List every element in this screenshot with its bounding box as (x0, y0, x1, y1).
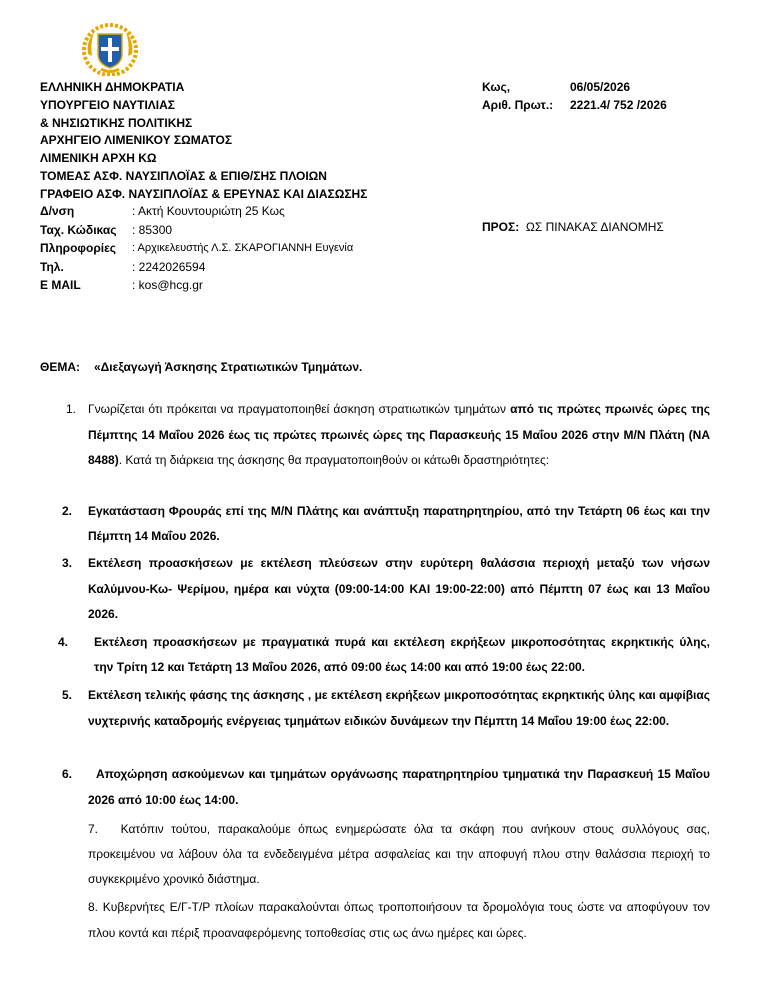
place: Κως, (482, 80, 511, 94)
item-number: 3. (62, 556, 73, 570)
recipient (482, 220, 664, 234)
header-line: ΤΟΜΕΑΣ ΑΣΦ. ΝΑΥΣΙΠΛΟΪΑΣ & ΕΠΙΘ/ΣΗΣ ΠΛΟΙΩΝ (40, 168, 327, 183)
contact-label: Δ/νση (40, 204, 75, 218)
item-text: Εγκατάσταση Φρουράς επί της Μ/Ν Πλάτης και ανάπτυξη παρατηρητηρίου, από την Τετάρτη 06 έως και την Πέμπτη 14 Μαΐου 2026. (88, 504, 710, 543)
item-number: 6. (62, 767, 73, 781)
header-line: ΓΡΑΦΕΙΟ ΑΣΦ. ΝΑΥΣΙΠΛΟΪΑΣ & ΕΡΕΥΝΑΣ ΚΑΙ ΔΙΑΣΩΣΗΣ (40, 186, 368, 201)
contact-label: Πληροφορίες (40, 241, 117, 255)
item-text: Αποχώρηση ασκούμενων και τμημάτων οργάνωσης παρατηρητηρίου τμηματικά την Παρασκευή 15 Μαΐου 2026 από 10:00 έως 14:00. (88, 767, 710, 807)
contact-value: : 2242026594 (132, 259, 206, 274)
item-text: 8. Κυβερνήτες Ε/Γ-Τ/Ρ πλοίων παρακαλούνται όπως τροποποιήσουν τα δρομολόγια τους ώστε να αποφύγουν τον πλου κοντά και πέριξ προαναφερόμενης τοποθεσίας στις ως άνω ημέρες και ώρες. (88, 900, 710, 940)
item-text: 7. Κατόπιν τούτου, παρακαλούμε όπως ενημερώσατε όλα τα σκάφη που ανήκουν στους συλλόγους σας, προκειμένου να λάβουν όλα τα ενδεδειγμένα μέτρα ασφαλείας και την αποφυγή πλου στην θαλάσσια περιοχή το συγκεκριμένο χρονικό διάστημα. (88, 822, 710, 886)
contact-label: E MAIL (40, 278, 81, 292)
subject (40, 360, 363, 374)
protocol-row (482, 97, 722, 115)
contact-value: : Αρχικελευστής Λ.Σ. ΣΚΑΡΟΓΙΑΝΝΗ Ευγενία (132, 242, 354, 254)
item-number: 2. (62, 504, 73, 518)
greek-coat-of-arms-icon (82, 20, 138, 76)
item-text: Εκτέλεση προασκήσεων με εκτέλεση πλεύσεων στην ευρύτερη θαλάσσια περιοχή μεταξύ των νήσων Καλύμνου-Κω- Ψερίμου, ημέρα και νύχτα (09:00-14:00 ΚΑΙ 19:00-22:00) από Πέμπτη 07 έως και 13 Μαΐου 2026. (88, 556, 710, 621)
header-line: ΕΛΛΗΝΙΚΗ ΔΗΜΟΚΡΑΤΙΑ (40, 80, 185, 94)
issuing-authority-block (40, 79, 460, 204)
item-text: Εκτέλεση τελικής φάσης της άσκησης , με εκτέλεση εκρήξεων μικροποσότητας εκρηκτικής ύλης και αμφίβιας νυχτερινής καταδρομής ενέργειας τμημάτων ειδικών δυνάμεων την Πέμπτη 14 Μαΐου 19:00 έως 22:00. (88, 688, 710, 728)
document-date: 06/05/2026 (570, 80, 631, 94)
subject-label: ΘΕΜΑ: (40, 360, 80, 374)
place-date-row (482, 79, 722, 97)
contact-value: : Ακτή Κουντουριώτη 25 Κως (132, 204, 285, 218)
item-number: 7. (88, 822, 99, 836)
header-line: ΥΠΟΥΡΓΕΙΟ ΝΑΥΤΙΛΙΑΣ (40, 97, 176, 112)
document-reference (482, 79, 722, 115)
recipient-label: ΠΡΟΣ: (482, 220, 520, 234)
list-item (0, 397, 768, 497)
item-number: 4. (58, 635, 69, 649)
header-line: ΑΡΧΗΓΕΙΟ ΛΙΜΕΝΙΚΟΥ ΣΩΜΑΤΟΣ (40, 133, 233, 148)
contact-label: Τηλ. (40, 259, 64, 274)
recipient-value: ΩΣ ΠΙΝΑΚΑΣ ΔΙΑΝΟΜΗΣ (525, 220, 664, 234)
header-line: ΛΙΜΕΝΙΚΗ ΑΡΧΗ ΚΩ (40, 151, 157, 166)
contact-label: Ταχ. Κώδικας (40, 222, 117, 237)
protocol-number: 2221.4/ 752 /2026 (570, 97, 667, 112)
header-line: & ΝΗΣΙΩΤΙΚΗΣ ΠΟΛΙΤΙΚΗΣ (40, 115, 193, 130)
subject-text: «Διεξαγωγή Άσκησης Στρατιωτικών Τμημάτων. (94, 360, 363, 374)
item-text: Γνωρίζεται ότι πρόκειται να πραγματοποιηθεί άσκηση στρατιωτικών τμημάτων από τις πρώτες πρωινές ώρες της Πέμπτης 14 Μαΐου 2026 έως τις πρώτες πρωινές ώρες της Παρασκευής 15 Μαΐου 2026 στην Μ/Ν Πλάτη (ΝΑ 8488). Κατά τη διάρκεια της άσκησης θα πραγματοποιηθούν οι κάτωθι δραστηριότητες: (88, 402, 711, 467)
item-number: 8. (88, 900, 99, 914)
contact-value: : kos@hcg.gr (132, 278, 203, 292)
protocol-label: Αριθ. Πρωτ.: (482, 97, 554, 112)
contact-value: : 85300 (132, 222, 173, 237)
item-number: 5. (62, 688, 73, 702)
item-text: Εκτέλεση προασκήσεων με πραγματικά πυρά και εκτέλεση εκρήξεων μικροποσότητας εκρηκτικής ύλης, την Τρίτη 12 και Τετάρτη 13 Μαΐου 2026, από 09:00 έως 14:00 και από 19:00 έως 22:00. (94, 635, 710, 674)
item-number: 1. (66, 402, 77, 416)
